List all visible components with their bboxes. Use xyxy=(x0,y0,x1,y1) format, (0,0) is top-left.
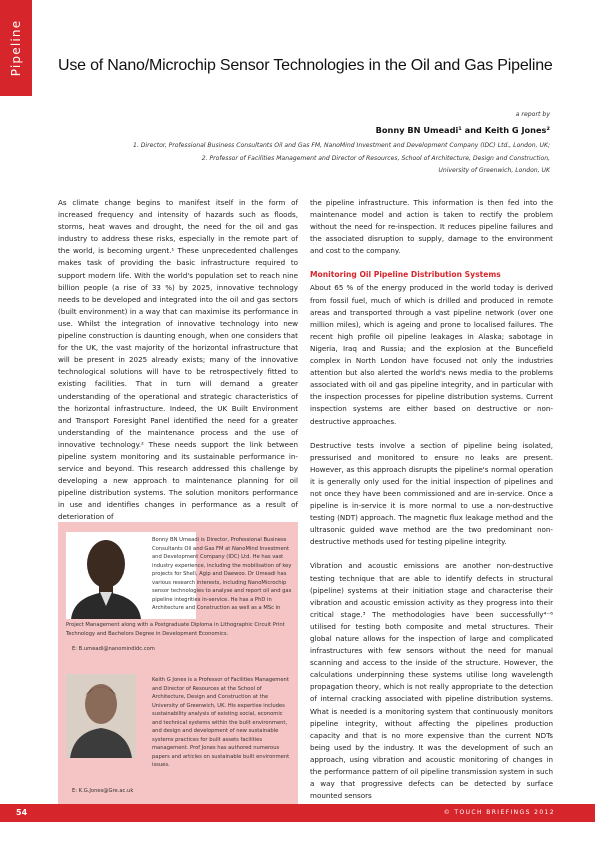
page-number: 54 xyxy=(16,808,28,817)
author-names: Bonny BN Umeadi¹ and Keith G Jones² xyxy=(375,125,550,135)
body-paragraph: Vibration and acoustic emissions are another non-destructive testing technique that are able to identify defects in structural (pipeline) systems at their initiation stage and characterise their vibration and acoustic emission activity as they progress into their critical stage.³ The methodologies have been successfully⁴⁻⁶ utilised for testing both composite and metal structures. Their global nature allows for the inspection of large and complicated infrastructures with few sensors without the need for manual scanning and access to the inside of the structure. However, the calculations underpinning these systems utilise long wavelength propagation theory, which is not really appropriate to the detection of internal cracking associated with pipeline distribution systems. What is needed is a monitoring system that continuously monitors pipeline integrity, without affecting the pipelines production capacity and that is no more expensive than the current NDTs being used by the industry. It was the development of such an approach, using vibration and acoustic monitoring of changes in the performance pattern of oil pipeline transmission system in such a way that progressive defects can be detected by surface mounted sensors xyxy=(310,561,553,801)
body-paragraph: the pipeline infrastructure. This information is then fed into the maintenance model and action is taken to rectify the problem without the need for re-inspection. It reduces pipeline failures and the associated disruption to supply, damage to the environment and cost to the company. xyxy=(310,198,553,256)
byline xyxy=(133,111,550,178)
bio-umeadi: Bonny BN Umeadi is Director, Professional Business Consultants Oil and Gas FM at NanoMind Investment and Development Company (IDC) Ltd. He has vast industry experience, including the mobilisation of key projects for Shell, Agip and Daewoo. Dr Umeadi has various research interests, including NanoMicrochip sensor technologies to analyse and report oil and gas pipeline integrities in-service. He has a PhD in Architecture and Construction as well as a MSc in xyxy=(152,537,292,611)
publisher-credit: © TOUCH BRIEFINGS 2012 xyxy=(443,809,555,816)
bio-jones: Keith G Jones is a Professor of Facilities Management and Director of Resources at the School of Architecture, Design and Construction at the University of Greenwich, UK. His expertise includes sustainability analysis of existing social, economic and technical systems within the built environment, and design and development of new sustainable systems practices for built assets facilities management. Prof Jones has authored numerous papers and articles on sustainable built environment issues. xyxy=(152,677,290,768)
report-by-label: a report by xyxy=(515,111,550,118)
affiliation-3: University of Greenwich, London, UK xyxy=(438,167,550,175)
body-paragraph: As climate change begins to manifest itself in the form of increased frequency and intensity of hazards such as floods, storms, heat waves and drought, the need for the oil and gas industry to address these risks, especially in the remote part of the world, is becoming urgent.¹ These unprecedented challenges makes task of providing the basic infrastructure required to support modern life. With the world's population set to reach nine billion people (a rise of 33 %) by 2025, innovative technology needs to be developed and integrated into the oil and gas sectors (built environment) in a way that can maximise its performance in use. Whilst the integration of innovative technology into new pipeline construction is daunting enough, when one considers that for the UK, the vast majority of the horizontal infrastructure that will be present in 2025 already exists; many of the innovative technological solutions will have to be retrospectively fitted to existing facilities. That in turn will demand a greater understanding of the operational and strategic characteristics of the horizontal infrastructure. Indeed, the UK Built Environment and Transport Foresight Panel identified the need for a greater understanding of the maintenance process and the use of innovative technology.² These needs support the link between pipeline system monitoring and its sustainable performance in-service and beyond. This research addressed this challenge by developing a new approach to maintenance planning for oil pipeline distribution systems. The solution monitors performance in use and identifies changes in performance as a result of deterioration of xyxy=(58,198,298,522)
left-column xyxy=(58,197,298,536)
affiliation-1: 1. Director, Professional Business Consultants Oil and Gas FM, NanoMind Investment and Development Company (IDC) Ltd., London, UK; xyxy=(132,142,550,149)
email-jones[interactable]: E: K.G.Jones@Gre.ac.uk xyxy=(72,788,134,794)
body-paragraph: About 65 % of the energy produced in the world today is derived from fossil fuel, much of which is drilled and produced in remote areas and transported through a vast pipeline network (over one million miles), which is ageing and prone to localised failures. The recent high profile oil pipeline leakages in Alaska; sabotage in Nigeria, Iraq and Russia; and the explosion at the Buncefield complex in North London have focused not only the industries attention but also alerted the world's news media to the problems associated with oil and gas pipeline integrity, and in particular with the inspection processes for pipeline distribution systems. Current inspection systems are either based on destructive or non-destructive approaches. xyxy=(310,283,553,426)
section-tab-label: Pipeline xyxy=(9,19,23,77)
article-title: Use of Nano/Microchip Sensor Technologies in the Oil and Gas Pipeline xyxy=(58,57,553,74)
author-photo-jones xyxy=(66,674,136,758)
body-paragraph: Destructive tests involve a section of pipeline being isolated, pressurised and monitored to ensure no leaks are present. However, as this approach disrupts the pipeline's normal operation it is generally only used for the initial inspection of pipelines and not once they have been commissioned and are in-service. Once a pipeline is in-service it is more normal to use a non-destructive testing (NDT) approach. The magnetic flux leakage method and the ultrasonic guided wave method are the two predominant non-destructive methods used for testing pipeline integrity. xyxy=(310,440,553,547)
section-heading: Monitoring Oil Pipeline Distribution Systems xyxy=(310,270,501,280)
section-tab xyxy=(0,0,32,96)
bio-umeadi-continued: Project Management along with a Postgraduate Diploma in Lithographic Circuit Print Technology and Bachelors Degree in Development Economics. xyxy=(66,622,285,637)
author-bio-box xyxy=(58,522,298,810)
email-umeadi[interactable]: E: B.umeadi@nanomindidc.com xyxy=(72,646,155,652)
affiliation-2: 2. Professor of Facilities Management and Director of Resources, School of Architecture, Design and Construction, xyxy=(201,154,550,162)
right-column xyxy=(310,197,553,814)
